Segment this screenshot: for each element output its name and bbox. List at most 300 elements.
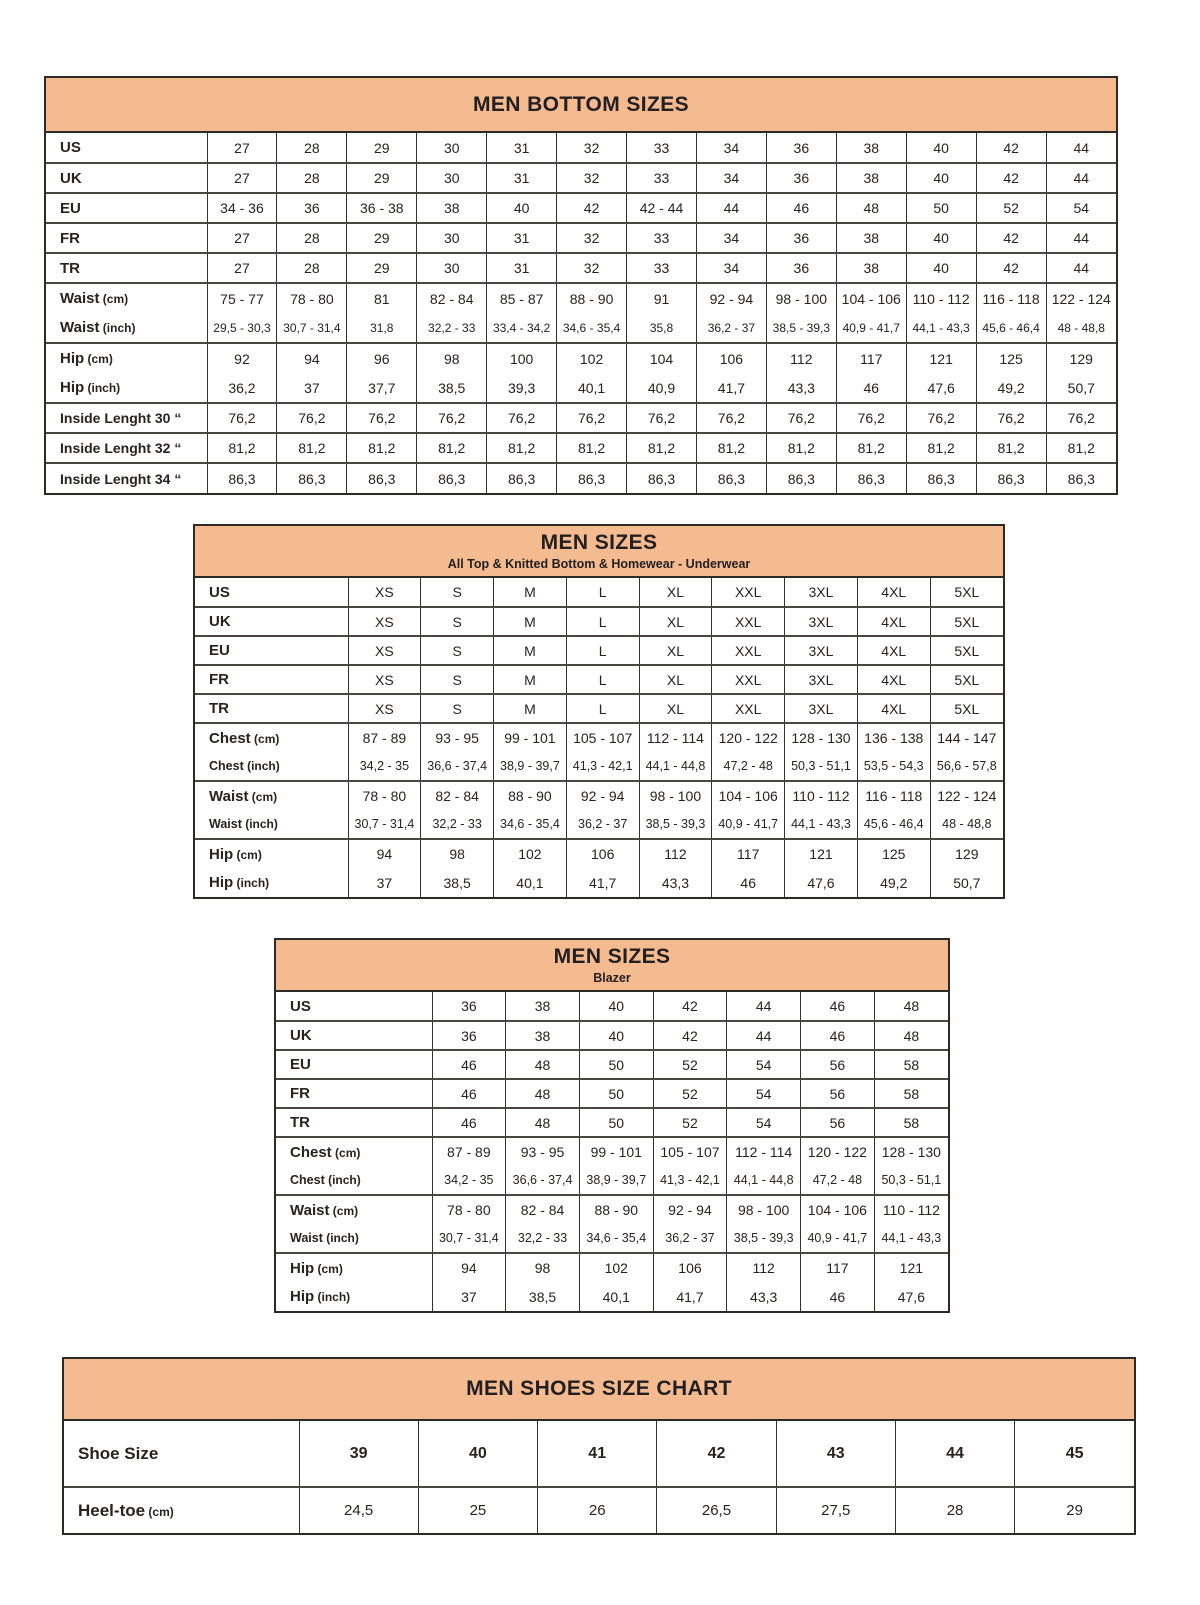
men-blazer-sizes-header-band bbox=[276, 940, 948, 992]
table-cell: 86,3 bbox=[627, 463, 697, 493]
table-cell: 26,5 bbox=[657, 1487, 776, 1533]
table-cell: 40 bbox=[906, 253, 976, 283]
table-cell: 44 bbox=[895, 1421, 1014, 1487]
row-label bbox=[276, 1282, 432, 1311]
row-label bbox=[276, 1137, 432, 1166]
row-label bbox=[46, 163, 207, 193]
row-label-text: Inside Lenght 32 “ bbox=[60, 440, 182, 456]
table-cell: 34 bbox=[696, 133, 766, 163]
table-cell: L bbox=[566, 694, 639, 723]
table-cell: 116 - 118 bbox=[857, 781, 930, 810]
table-cell: 39 bbox=[299, 1421, 418, 1487]
row-label-unit: (cm) bbox=[99, 292, 129, 306]
table-cell: 86,3 bbox=[557, 463, 627, 493]
table-cell: 34 bbox=[696, 223, 766, 253]
table-cell: 86,3 bbox=[766, 463, 836, 493]
table-cell: 34 - 36 bbox=[207, 193, 277, 223]
table-cell: 112 bbox=[727, 1253, 801, 1282]
table-cell: 34,2 - 35 bbox=[432, 1166, 506, 1195]
table-cell: 86,3 bbox=[696, 463, 766, 493]
table-cell: 78 - 80 bbox=[348, 781, 421, 810]
table-cell: 86,3 bbox=[207, 463, 277, 493]
row-label-text: UK bbox=[290, 1027, 312, 1044]
row-label-text: Waist bbox=[209, 787, 249, 805]
table-cell: 4XL bbox=[857, 694, 930, 723]
table-cell: 5XL bbox=[930, 607, 1003, 636]
row-label bbox=[46, 403, 207, 433]
table-cell: 48 bbox=[836, 193, 906, 223]
table-cell: 50 bbox=[579, 1108, 653, 1137]
table-cell: 47,6 bbox=[874, 1282, 948, 1311]
table-cell: 40 bbox=[906, 133, 976, 163]
table-cell: 76,2 bbox=[557, 403, 627, 433]
table-cell: 30 bbox=[417, 223, 487, 253]
table-cell: 40,1 bbox=[494, 868, 567, 897]
row-label bbox=[195, 839, 348, 868]
row-label-text: Hip bbox=[209, 845, 234, 863]
row-label bbox=[276, 1050, 432, 1079]
table-cell: 81,2 bbox=[207, 433, 277, 463]
table-cell: 129 bbox=[930, 839, 1003, 868]
table-cell: 86,3 bbox=[417, 463, 487, 493]
table-cell: 117 bbox=[712, 839, 785, 868]
table-cell: 82 - 84 bbox=[506, 1195, 580, 1224]
table-cell: 36 bbox=[766, 253, 836, 283]
table-cell: 44 bbox=[696, 193, 766, 223]
row-label-text: UK bbox=[60, 169, 82, 187]
row-label bbox=[276, 1079, 432, 1108]
table-cell: 76,2 bbox=[906, 403, 976, 433]
table-cell: 120 - 122 bbox=[801, 1137, 875, 1166]
table-cell: 28 bbox=[895, 1487, 1014, 1533]
table-cell: 38,5 bbox=[421, 868, 494, 897]
table-cell: 41,7 bbox=[566, 868, 639, 897]
table-cell: 42 - 44 bbox=[627, 193, 697, 223]
table-row bbox=[46, 133, 1116, 163]
table-cell: 36,6 - 37,4 bbox=[506, 1166, 580, 1195]
table-cell: 38,5 bbox=[506, 1282, 580, 1311]
row-label bbox=[276, 1224, 432, 1253]
row-label-text: US bbox=[209, 583, 230, 601]
table-cell: 26 bbox=[538, 1487, 657, 1533]
table-cell: 41 bbox=[538, 1421, 657, 1487]
table-cell: 81,2 bbox=[627, 433, 697, 463]
row-label-text: TR bbox=[60, 259, 80, 277]
row-label-unit: (cm) bbox=[84, 352, 113, 366]
row-label-unit: (cm) bbox=[145, 1504, 174, 1519]
table-cell: 48 bbox=[874, 992, 948, 1021]
table-cell: 82 - 84 bbox=[417, 283, 487, 313]
table-cell: 58 bbox=[874, 1108, 948, 1137]
table-cell: 45,6 - 46,4 bbox=[976, 313, 1046, 343]
table-cell: 31,8 bbox=[347, 313, 417, 343]
table-cell: XS bbox=[348, 694, 421, 723]
table-cell: 33 bbox=[627, 133, 697, 163]
table-cell: 94 bbox=[277, 343, 347, 373]
table-cell: 93 - 95 bbox=[506, 1137, 580, 1166]
table-cell: 88 - 90 bbox=[579, 1195, 653, 1224]
table-row bbox=[46, 283, 1116, 313]
table-cell: 42 bbox=[976, 163, 1046, 193]
table-cell: 128 - 130 bbox=[874, 1137, 948, 1166]
row-label bbox=[46, 373, 207, 403]
table-cell: 34,6 - 35,4 bbox=[557, 313, 627, 343]
table-cell: S bbox=[421, 607, 494, 636]
table-cell: 4XL bbox=[857, 636, 930, 665]
row-label-text: Chest bbox=[209, 759, 244, 773]
table-cell: 106 bbox=[653, 1253, 727, 1282]
table-cell: 117 bbox=[801, 1253, 875, 1282]
row-label-text: Hip bbox=[60, 379, 85, 396]
table-cell: M bbox=[494, 607, 567, 636]
row-label-text: Heel-toe bbox=[78, 1500, 146, 1520]
table-cell: 34 bbox=[696, 163, 766, 193]
row-label bbox=[46, 433, 207, 463]
row-label-text: EU bbox=[209, 642, 230, 659]
table-cell: 33 bbox=[627, 253, 697, 283]
row-label-text: Waist bbox=[60, 319, 100, 336]
table-cell: 27 bbox=[207, 223, 277, 253]
table-cell: 30 bbox=[417, 163, 487, 193]
table-row bbox=[276, 1282, 948, 1311]
table-cell: 53,5 - 54,3 bbox=[857, 752, 930, 781]
row-label-text: Hip bbox=[60, 350, 85, 367]
row-label bbox=[195, 636, 348, 665]
table-cell: 85 - 87 bbox=[487, 283, 557, 313]
table-cell: 100 bbox=[487, 343, 557, 373]
table-cell: 32,2 - 33 bbox=[506, 1224, 580, 1253]
table-cell: 81,2 bbox=[906, 433, 976, 463]
table-cell: 46 bbox=[432, 1108, 506, 1137]
table-cell: 40,1 bbox=[579, 1282, 653, 1311]
table-cell: 98 bbox=[421, 839, 494, 868]
row-label bbox=[195, 578, 348, 607]
table-cell: XS bbox=[348, 665, 421, 694]
table-cell: 42 bbox=[976, 253, 1046, 283]
table-cell: M bbox=[494, 636, 567, 665]
table-cell: 38,9 - 39,7 bbox=[579, 1166, 653, 1195]
table-cell: 43,3 bbox=[766, 373, 836, 403]
table-cell: XXL bbox=[712, 694, 785, 723]
table-cell: 29 bbox=[347, 223, 417, 253]
table-cell: 28 bbox=[277, 163, 347, 193]
row-label bbox=[276, 992, 432, 1021]
table-subtitle: All Top & Knitted Bottom & Homewear - Underwear bbox=[447, 556, 751, 571]
table-row bbox=[64, 1421, 1134, 1487]
table-cell: 5XL bbox=[930, 694, 1003, 723]
table-cell: 78 - 80 bbox=[432, 1195, 506, 1224]
table-row bbox=[195, 578, 1003, 607]
table-row bbox=[195, 694, 1003, 723]
table-cell: XL bbox=[639, 665, 712, 694]
table-cell: 47,2 - 48 bbox=[801, 1166, 875, 1195]
row-label-text: Hip bbox=[290, 1288, 315, 1305]
table-cell: 30,7 - 31,4 bbox=[432, 1224, 506, 1253]
table-cell: 129 bbox=[1046, 343, 1116, 373]
table-row bbox=[195, 723, 1003, 752]
table-row bbox=[46, 373, 1116, 403]
row-label-text: Hip bbox=[290, 1259, 315, 1277]
table-row bbox=[46, 163, 1116, 193]
table-row bbox=[46, 193, 1116, 223]
table-cell: 28 bbox=[277, 223, 347, 253]
table-cell: 38 bbox=[417, 193, 487, 223]
table-cell: 49,2 bbox=[857, 868, 930, 897]
table-cell: 104 - 106 bbox=[712, 781, 785, 810]
row-label-text: EU bbox=[290, 1056, 311, 1073]
table-cell: 76,2 bbox=[417, 403, 487, 433]
table-cell: 38 bbox=[836, 253, 906, 283]
table-cell: 88 - 90 bbox=[557, 283, 627, 313]
table-row bbox=[46, 433, 1116, 463]
table-cell: 40,1 bbox=[557, 373, 627, 403]
row-label-text: Inside Lenght 30 “ bbox=[60, 410, 182, 426]
table-row bbox=[195, 839, 1003, 868]
table-cell: 40,9 - 41,7 bbox=[801, 1224, 875, 1253]
table-cell: 49,2 bbox=[976, 373, 1046, 403]
table-cell: 92 bbox=[207, 343, 277, 373]
table-cell: 5XL bbox=[930, 665, 1003, 694]
row-label-unit: (cm) bbox=[250, 731, 280, 746]
table-cell: 76,2 bbox=[277, 403, 347, 433]
men-bottom-sizes-grid bbox=[46, 133, 1116, 493]
table-cell: 48 bbox=[874, 1021, 948, 1050]
table-title: MEN BOTTOM SIZES bbox=[472, 92, 690, 116]
table-cell: 36,2 - 37 bbox=[566, 810, 639, 839]
row-label-unit: (cm) bbox=[314, 1261, 343, 1276]
table-cell: 3XL bbox=[785, 578, 858, 607]
table-cell: 91 bbox=[627, 283, 697, 313]
table-cell: S bbox=[421, 578, 494, 607]
table-subtitle: Blazer bbox=[593, 970, 631, 985]
table-cell: 32 bbox=[557, 223, 627, 253]
table-cell: 92 - 94 bbox=[696, 283, 766, 313]
table-cell: 86,3 bbox=[487, 463, 557, 493]
table-cell: 92 - 94 bbox=[566, 781, 639, 810]
table-cell: 47,6 bbox=[906, 373, 976, 403]
table-cell: 110 - 112 bbox=[906, 283, 976, 313]
table-cell: 56 bbox=[801, 1108, 875, 1137]
table-cell: 56 bbox=[801, 1079, 875, 1108]
table-cell: 39,3 bbox=[487, 373, 557, 403]
row-label bbox=[46, 283, 207, 313]
table-cell: 44 bbox=[1046, 133, 1116, 163]
row-label-text: Waist bbox=[209, 817, 242, 831]
row-label-text: Inside Lenght 34 “ bbox=[60, 470, 182, 487]
men-shoes-size-table bbox=[62, 1357, 1136, 1535]
table-cell: 31 bbox=[487, 223, 557, 253]
table-cell: 98 - 100 bbox=[639, 781, 712, 810]
table-row bbox=[195, 781, 1003, 810]
table-cell: 86,3 bbox=[836, 463, 906, 493]
table-cell: 128 - 130 bbox=[785, 723, 858, 752]
table-title: MEN SIZES bbox=[540, 531, 658, 555]
table-cell: 121 bbox=[906, 343, 976, 373]
table-cell: 31 bbox=[487, 163, 557, 193]
row-label-text: TR bbox=[209, 700, 229, 717]
table-row bbox=[46, 463, 1116, 493]
table-cell: 81,2 bbox=[696, 433, 766, 463]
table-cell: 42 bbox=[653, 1021, 727, 1050]
table-cell: 42 bbox=[557, 193, 627, 223]
table-cell: L bbox=[566, 636, 639, 665]
table-cell: 86,3 bbox=[277, 463, 347, 493]
row-label bbox=[195, 723, 348, 752]
table-cell: 32,2 - 33 bbox=[421, 810, 494, 839]
table-cell: 117 bbox=[836, 343, 906, 373]
table-cell: 58 bbox=[874, 1050, 948, 1079]
table-row bbox=[276, 1166, 948, 1195]
table-cell: 30 bbox=[417, 133, 487, 163]
table-cell: 81,2 bbox=[347, 433, 417, 463]
table-cell: 3XL bbox=[785, 665, 858, 694]
table-cell: 52 bbox=[653, 1079, 727, 1108]
table-cell: 36 bbox=[277, 193, 347, 223]
row-label-text: Waist bbox=[290, 1231, 323, 1245]
table-cell: 92 - 94 bbox=[653, 1195, 727, 1224]
row-label-text: US bbox=[290, 997, 311, 1015]
table-cell: 34,6 - 35,4 bbox=[579, 1224, 653, 1253]
table-cell: 76,2 bbox=[766, 403, 836, 433]
table-cell: 81,2 bbox=[557, 433, 627, 463]
table-cell: 106 bbox=[696, 343, 766, 373]
row-label bbox=[46, 223, 207, 253]
table-cell: 102 bbox=[579, 1253, 653, 1282]
table-cell: 76,2 bbox=[627, 403, 697, 433]
table-cell: XL bbox=[639, 607, 712, 636]
table-cell: 81 bbox=[347, 283, 417, 313]
row-label-unit: (inch) bbox=[233, 876, 270, 890]
table-cell: 76,2 bbox=[487, 403, 557, 433]
table-cell: 3XL bbox=[785, 694, 858, 723]
table-cell: XXL bbox=[712, 636, 785, 665]
table-cell: 46 bbox=[712, 868, 785, 897]
row-label-unit: (cm) bbox=[233, 847, 262, 862]
table-cell: 87 - 89 bbox=[432, 1137, 506, 1166]
table-cell: 41,7 bbox=[696, 373, 766, 403]
table-cell: L bbox=[566, 607, 639, 636]
table-row bbox=[195, 665, 1003, 694]
row-label-text: FR bbox=[209, 671, 229, 688]
table-cell: 4XL bbox=[857, 607, 930, 636]
table-cell: 40,9 bbox=[627, 373, 697, 403]
table-cell: 3XL bbox=[785, 607, 858, 636]
table-cell: 76,2 bbox=[347, 403, 417, 433]
table-cell: 136 - 138 bbox=[857, 723, 930, 752]
row-label-text: FR bbox=[290, 1085, 310, 1102]
table-cell: 46 bbox=[766, 193, 836, 223]
table-cell: 110 - 112 bbox=[874, 1195, 948, 1224]
table-cell: 52 bbox=[976, 193, 1046, 223]
table-row bbox=[276, 1108, 948, 1137]
table-cell: 46 bbox=[801, 1021, 875, 1050]
table-cell: 30,7 - 31,4 bbox=[348, 810, 421, 839]
table-cell: M bbox=[494, 578, 567, 607]
table-row bbox=[46, 313, 1116, 343]
table-cell: 29,5 - 30,3 bbox=[207, 313, 277, 343]
table-cell: 122 - 124 bbox=[1046, 283, 1116, 313]
table-cell: 38,5 bbox=[417, 373, 487, 403]
table-cell: 40 bbox=[418, 1421, 537, 1487]
table-cell: 50,7 bbox=[930, 868, 1003, 897]
row-label bbox=[195, 752, 348, 781]
table-cell: 104 - 106 bbox=[836, 283, 906, 313]
men-bottom-sizes-table bbox=[44, 76, 1118, 495]
table-cell: 144 - 147 bbox=[930, 723, 1003, 752]
row-label-text: Chest bbox=[290, 1143, 332, 1161]
table-cell: 29 bbox=[347, 133, 417, 163]
table-cell: 44,1 - 44,8 bbox=[639, 752, 712, 781]
table-cell: 5XL bbox=[930, 636, 1003, 665]
table-cell: 116 - 118 bbox=[976, 283, 1046, 313]
row-label bbox=[64, 1421, 299, 1487]
table-cell: XL bbox=[639, 578, 712, 607]
row-label-text: FR bbox=[60, 229, 80, 247]
table-cell: 48 bbox=[506, 1050, 580, 1079]
table-cell: 44 bbox=[1046, 223, 1116, 253]
table-cell: 120 - 122 bbox=[712, 723, 785, 752]
table-cell: 4XL bbox=[857, 665, 930, 694]
table-cell: 48 - 48,8 bbox=[930, 810, 1003, 839]
row-label-text: Hip bbox=[209, 874, 234, 891]
table-cell: 25 bbox=[418, 1487, 537, 1533]
men-blazer-sizes-grid bbox=[276, 992, 948, 1311]
table-cell: XXL bbox=[712, 665, 785, 694]
table-cell: 27 bbox=[207, 163, 277, 193]
table-cell: 106 bbox=[566, 839, 639, 868]
table-row bbox=[46, 223, 1116, 253]
table-row bbox=[46, 253, 1116, 283]
table-cell: 81,2 bbox=[417, 433, 487, 463]
table-cell: 81,2 bbox=[766, 433, 836, 463]
row-label bbox=[46, 463, 207, 493]
table-cell: 94 bbox=[348, 839, 421, 868]
table-cell: 102 bbox=[494, 839, 567, 868]
row-label bbox=[195, 781, 348, 810]
table-row bbox=[276, 1224, 948, 1253]
row-label bbox=[64, 1487, 299, 1533]
table-cell: 47,6 bbox=[785, 868, 858, 897]
table-cell: 50,3 - 51,1 bbox=[874, 1166, 948, 1195]
men-top-sizes-grid bbox=[195, 578, 1003, 897]
table-cell: 42 bbox=[657, 1421, 776, 1487]
table-cell: 98 - 100 bbox=[727, 1195, 801, 1224]
table-cell: 29 bbox=[1015, 1487, 1134, 1533]
table-cell: 30,7 - 31,4 bbox=[277, 313, 347, 343]
table-cell: 34,2 - 35 bbox=[348, 752, 421, 781]
table-cell: 29 bbox=[347, 253, 417, 283]
row-label-unit: (cm) bbox=[248, 789, 278, 804]
table-cell: 36,2 - 37 bbox=[653, 1224, 727, 1253]
table-cell: 32 bbox=[557, 133, 627, 163]
row-label-unit: (inch) bbox=[314, 1290, 351, 1304]
table-cell: 98 - 100 bbox=[766, 283, 836, 313]
table-cell: 5XL bbox=[930, 578, 1003, 607]
table-cell: 38 bbox=[836, 133, 906, 163]
table-cell: XXL bbox=[712, 607, 785, 636]
row-label bbox=[276, 1108, 432, 1137]
table-cell: 37 bbox=[432, 1282, 506, 1311]
table-cell: 98 bbox=[506, 1253, 580, 1282]
men-bottom-sizes-header-band bbox=[46, 78, 1116, 133]
table-cell: 105 - 107 bbox=[653, 1137, 727, 1166]
table-cell: 36 bbox=[432, 992, 506, 1021]
men-top-sizes-table bbox=[193, 524, 1005, 899]
table-cell: 50,3 - 51,1 bbox=[785, 752, 858, 781]
table-cell: 38,5 - 39,3 bbox=[727, 1224, 801, 1253]
table-cell: 32 bbox=[557, 253, 627, 283]
table-cell: XXL bbox=[712, 578, 785, 607]
